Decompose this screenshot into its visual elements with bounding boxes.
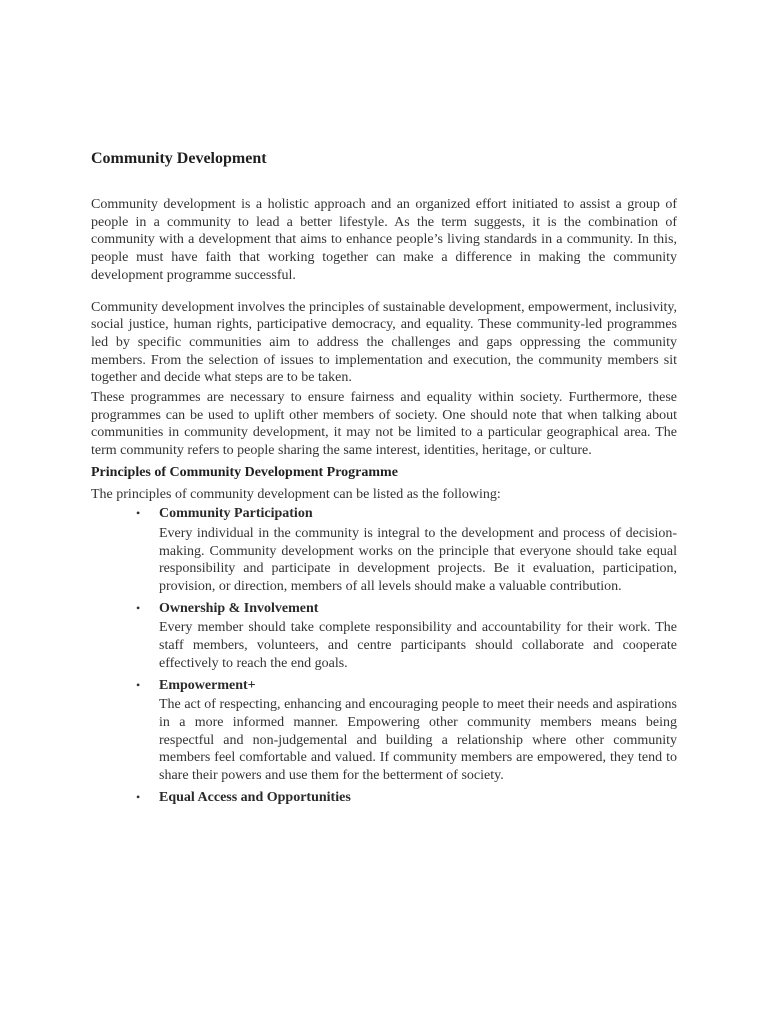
list-item [136, 789, 677, 807]
document-page [91, 148, 677, 811]
bullet-icon: • [136, 677, 141, 692]
list-item [136, 677, 677, 785]
principle-title: Community Participation [159, 506, 313, 522]
paragraph-principles-overview: Community development involves the principles of sustainable development, empowerment, inclusivity, social justice, human rights, participative democracy, and equality. These community-led programmes led by specific communities aim to address the challenges and gaps oppressing the community members. From the selection of issues to implementation and execution, the community members sit together and decide what steps are to be taken. [91, 299, 677, 386]
principles-list [91, 505, 677, 806]
principle-text: Every individual in the community is integral to the development and process of decision-making. Community development works on the principle that everyone should take equal responsibility and participate in development projects. Be it evaluation, participation, provision, or direction, members of all levels should make a valuable contribution. [159, 525, 677, 595]
document-title: Community Development [91, 150, 267, 167]
list-item [136, 600, 677, 673]
principle-text: The act of respecting, enhancing and encouraging people to meet their needs and aspirations in a more informed manner. Empowering other community members means being respectful and non-judgemental and building a relationship where other community members feel comfortable and valued. If community members are empowered, they tend to share their powers and use them for the betterment of society. [159, 697, 677, 784]
paragraph-necessity: These programmes are necessary to ensure fairness and equality within society. Furthermore, these programmes can be used to uplift other members of society. One should note that when talking about communities in community development, it may not be limited to a particular geographical area. The term community refers to people sharing the same interest, identities, heritage, or culture. [91, 390, 677, 459]
bullet-icon: • [136, 600, 141, 615]
paragraph-intro: Community development is a holistic approach and an organized effort initiated to assist a group of people in a community to lead a better lifestyle. As the term suggests, it is the combination of community with a development that aims to enhance people’s living standards in a community. In this, people must have faith that working together can make a difference in making the community development programme successful. [91, 197, 677, 283]
principle-title: Empowerment+ [159, 677, 256, 693]
bullet-icon: • [136, 506, 141, 521]
principles-intro: The principles of community development can be listed as the following: [91, 486, 501, 502]
section-heading-principles: Principles of Community Development Programme [91, 464, 398, 480]
principle-title: Equal Access and Opportunities [159, 789, 351, 805]
principle-title: Ownership & Involvement [159, 600, 319, 616]
bullet-icon: • [136, 789, 141, 804]
list-item [136, 505, 677, 596]
principle-text: Every member should take complete responsibility and accountability for their work. The staff members, volunteers, and centre participants should collaborate and cooperate effectively to reach the end goals. [159, 620, 677, 671]
